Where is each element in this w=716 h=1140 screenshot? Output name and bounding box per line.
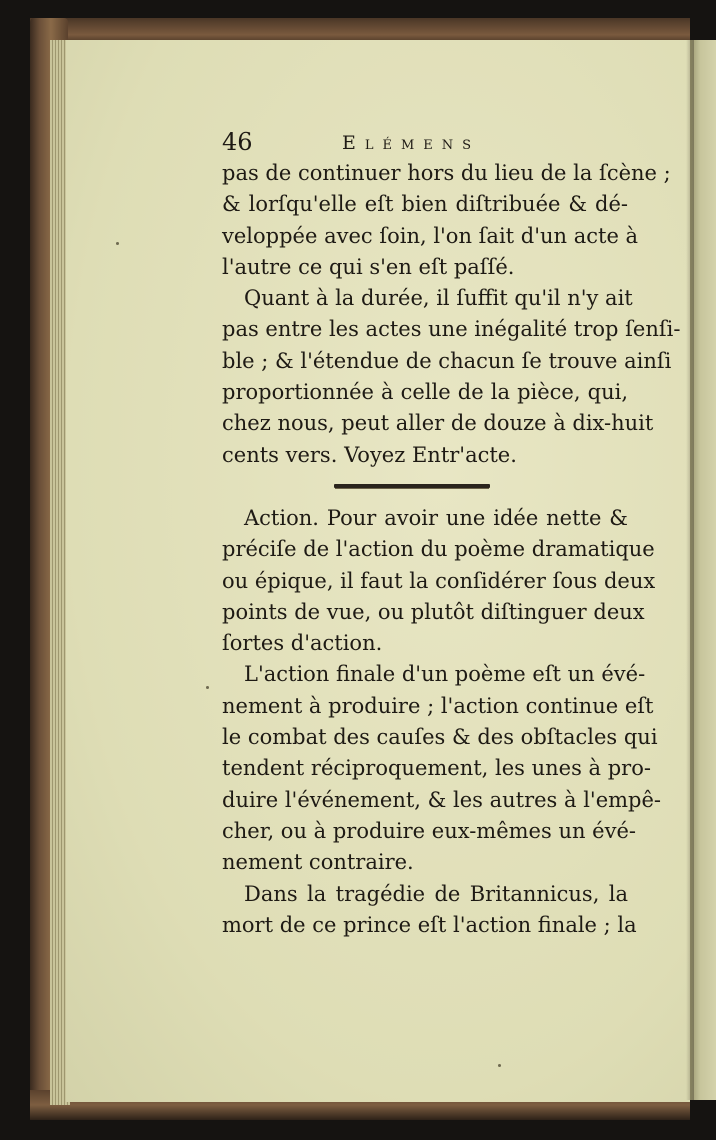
text-line: cher, ou à produire eux-mêmes un évé-: [222, 818, 636, 843]
running-title: Elémens: [342, 132, 481, 154]
text-line: pas de continuer hors du lieu de la ſcène ;: [222, 161, 671, 185]
text-line: tendent réciproquement, les unes à pro-: [222, 756, 651, 781]
text-line: Quant à la durée, il ſuffit qu'il n'y ait: [244, 286, 633, 311]
gutter-shadow: [686, 40, 694, 1100]
text-line: proportionnée à celle de la pièce, qui,: [222, 380, 628, 405]
text-line: préciſe de l'action du poème dramatique: [222, 537, 655, 562]
text-line: le combat des cauſes & des obſtacles qui: [222, 725, 658, 750]
text-line: nement contraire.: [222, 850, 414, 875]
text-line: cents vers. Voyez Entr'acte.: [222, 442, 517, 467]
text-line: points de vue, ou plutôt diſtinguer deux: [222, 599, 645, 624]
paper-speck: [498, 1064, 501, 1067]
divider-rule: [334, 484, 490, 488]
text-line: ou épique, il faut la conſidérer ſous deux: [222, 568, 656, 593]
text-line: L'action finale d'un poème eſt un évé-: [244, 662, 646, 687]
text-line: duire l'événement, & les autres à l'empê-: [222, 787, 662, 812]
text-line: & lorſqu'elle eſt bien diſtribuée & dé-: [222, 192, 628, 217]
section-divider: [222, 471, 628, 503]
text-line: pas entre les actes une inégalité trop ſenſi-: [222, 317, 681, 342]
text-line: Dans la tragédie de Britannicus, la: [244, 881, 628, 906]
running-head: [222, 128, 628, 158]
page-number: 46: [222, 128, 253, 156]
text-line: chez nous, peut aller de douze à dix-huit: [222, 411, 654, 436]
text-line: nement à produire ; l'action continue eſt: [222, 693, 654, 718]
paper-speck: [206, 686, 209, 689]
text-line: ble ; & l'étendue de chacun ſe trouve ainſi: [222, 348, 672, 373]
text-line: ſortes d'action.: [222, 631, 383, 656]
paper-speck: [116, 242, 119, 245]
text-line: Action. Pour avoir une idée nette &: [244, 505, 628, 530]
text-line: veloppée avec ſoin, l'on ſait d'un acte à: [222, 223, 639, 248]
text-line: l'autre ce qui s'en eſt paſſé.: [222, 254, 515, 279]
text-block: [222, 128, 681, 941]
text-line: mort de ce prince eſt l'action finale ; la: [222, 912, 637, 937]
